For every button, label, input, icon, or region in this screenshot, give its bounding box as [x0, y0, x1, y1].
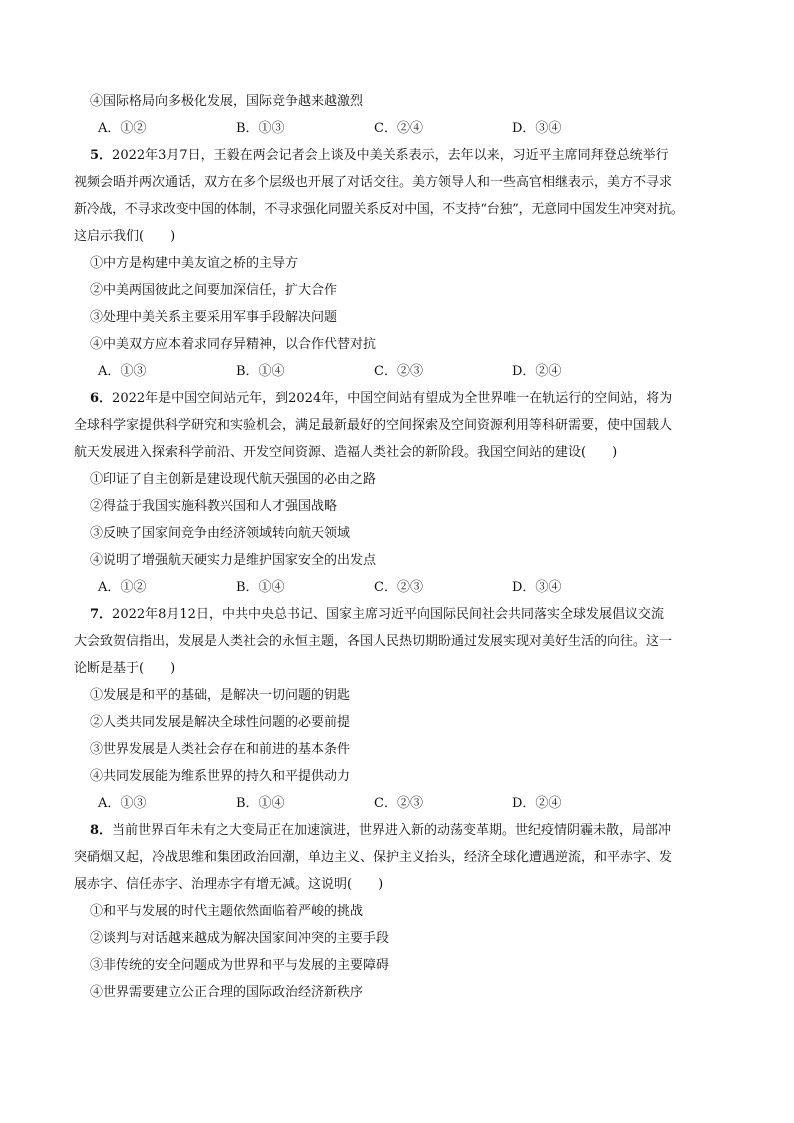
question-text-line: 当前世界百年未有之大变局正在加速演进，世界进入新的动荡变革期。世纪疫情阴霾未散，局部冲	[112, 823, 672, 838]
statement-option: ③处理中美关系主要采用军事手段解决问题	[90, 310, 338, 325]
choice-b: B．①④	[236, 796, 285, 811]
choice-b: B．①④	[236, 580, 285, 595]
question-number: 6．	[90, 391, 113, 406]
question-number: 5．	[90, 148, 113, 163]
statement-option: ③非传统的安全问题成为世界和平与发展的主要障碍	[90, 958, 390, 973]
question-text-line: 这启示我们( )	[74, 229, 176, 244]
choice-a: A．①③	[98, 796, 147, 811]
statement-option: ①中方是构建中美友谊之桥的主导方	[90, 256, 299, 271]
choice-d: D．③④	[512, 580, 562, 595]
statement-option: ④中美双方应本着求同存异精神，以合作代替对抗	[90, 337, 377, 352]
choice-a: A．①③	[98, 364, 147, 379]
question-text-line: 大会致贺信指出，发展是人类社会的永恒主题，各国人民热切期盼通过发展实现对美好生活的向往。这一	[74, 634, 673, 649]
lead-option-4: ④国际格局向多极化发展，国际竞争越来越激烈	[90, 94, 364, 109]
answer-choices	[74, 574, 722, 601]
question-text-line: 2022年3月7日，王毅在两会记者会上谈及中美关系表示，去年以来，习近平主席同拜登总统举行	[112, 148, 669, 163]
question-text-line: 2022年是中国空间站元年，到2024年，中国空间站有望成为全世界唯一在轨运行的空间站，将为	[112, 391, 673, 406]
statement-option: ①发展是和平的基础，是解决一切问题的钥匙	[90, 688, 351, 703]
statement-option: ②得益于我国实施科教兴国和人才强国战略	[90, 499, 338, 514]
choice-c: C．②④	[374, 121, 423, 136]
statement-option: ②中美两国彼此之间要加深信任，扩大合作	[90, 283, 338, 298]
choice-b: B．①③	[236, 121, 285, 136]
statement-option: ④说明了增强航天硬实力是维护国家安全的出发点	[90, 553, 377, 568]
question-5	[74, 142, 722, 385]
question-8	[74, 817, 722, 1006]
question-text-line: 新冷战，不寻求改变中国的体制，不寻求强化同盟关系反对中国，不支持“台独”，无意同中国发生冲突对抗。	[74, 202, 684, 217]
statement-option: ②人类共同发展是解决全球性问题的必要前提	[90, 715, 351, 730]
choice-a: A．①②	[98, 121, 147, 136]
choice-c: C．②③	[374, 364, 423, 379]
question-text-line: 论断是基于( )	[74, 661, 176, 676]
question-number: 7．	[90, 607, 113, 622]
question-6	[74, 385, 722, 601]
question-text-line: 视频会晤并两次通话，双方在多个层级也开展了对话交往。美方领导人和一些高官相继表示，美方不寻求	[74, 175, 673, 190]
statement-option: ③反映了国家间竞争由经济领域转向航天领域	[90, 526, 351, 541]
question-text-line: 全球科学家提供科学研究和实验机会，满足最新最好的空间探索及空间资源利用等科研需要，使中国载人	[74, 418, 673, 433]
statement-option: ①印证了自主创新是建设现代航天强国的必由之路	[90, 472, 377, 487]
choice-c: C．②③	[374, 796, 423, 811]
lead-answer-choices	[74, 115, 722, 142]
statement-option: ④世界需要建立公正合理的国际政治经济新秩序	[90, 985, 364, 1000]
choice-d: D．②④	[512, 796, 562, 811]
question-text-line: 突硝烟又起，冷战思维和集团政治回潮，单边主义、保护主义抬头，经济全球化遭遇逆流，和平赤字、发	[74, 850, 673, 865]
question-7	[74, 601, 722, 817]
question-text-line: 2022年8月12日，中共中央总书记、国家主席习近平向国际民间社会共同落实全球发展倡议交流	[112, 607, 664, 622]
question-text-line: 航天发展进入探索科学前沿、开发空间资源、造福人类社会的新阶段。我国空间站的建设( )	[74, 445, 618, 460]
statement-option: ①和平与发展的时代主题依然面临着严峻的挑战	[90, 904, 364, 919]
exam-content	[74, 88, 722, 1006]
question-number: 8．	[90, 823, 113, 838]
choice-d: D．②④	[512, 364, 562, 379]
statement-option: ②谈判与对话越来越成为解决国家间冲突的主要手段	[90, 931, 390, 946]
answer-choices	[74, 358, 722, 385]
statement-option: ④共同发展能为维系世界的持久和平提供动力	[90, 769, 351, 784]
choice-d: D．③④	[512, 121, 562, 136]
question-text-line: 展赤字、信任赤字、治理赤字有增无减。这说明( )	[74, 877, 384, 892]
answer-choices	[74, 790, 722, 817]
statement-option: ③世界发展是人类社会存在和前进的基本条件	[90, 742, 351, 757]
choice-c: C．②③	[374, 580, 423, 595]
choice-b: B．①④	[236, 364, 285, 379]
choice-a: A．①②	[98, 580, 147, 595]
